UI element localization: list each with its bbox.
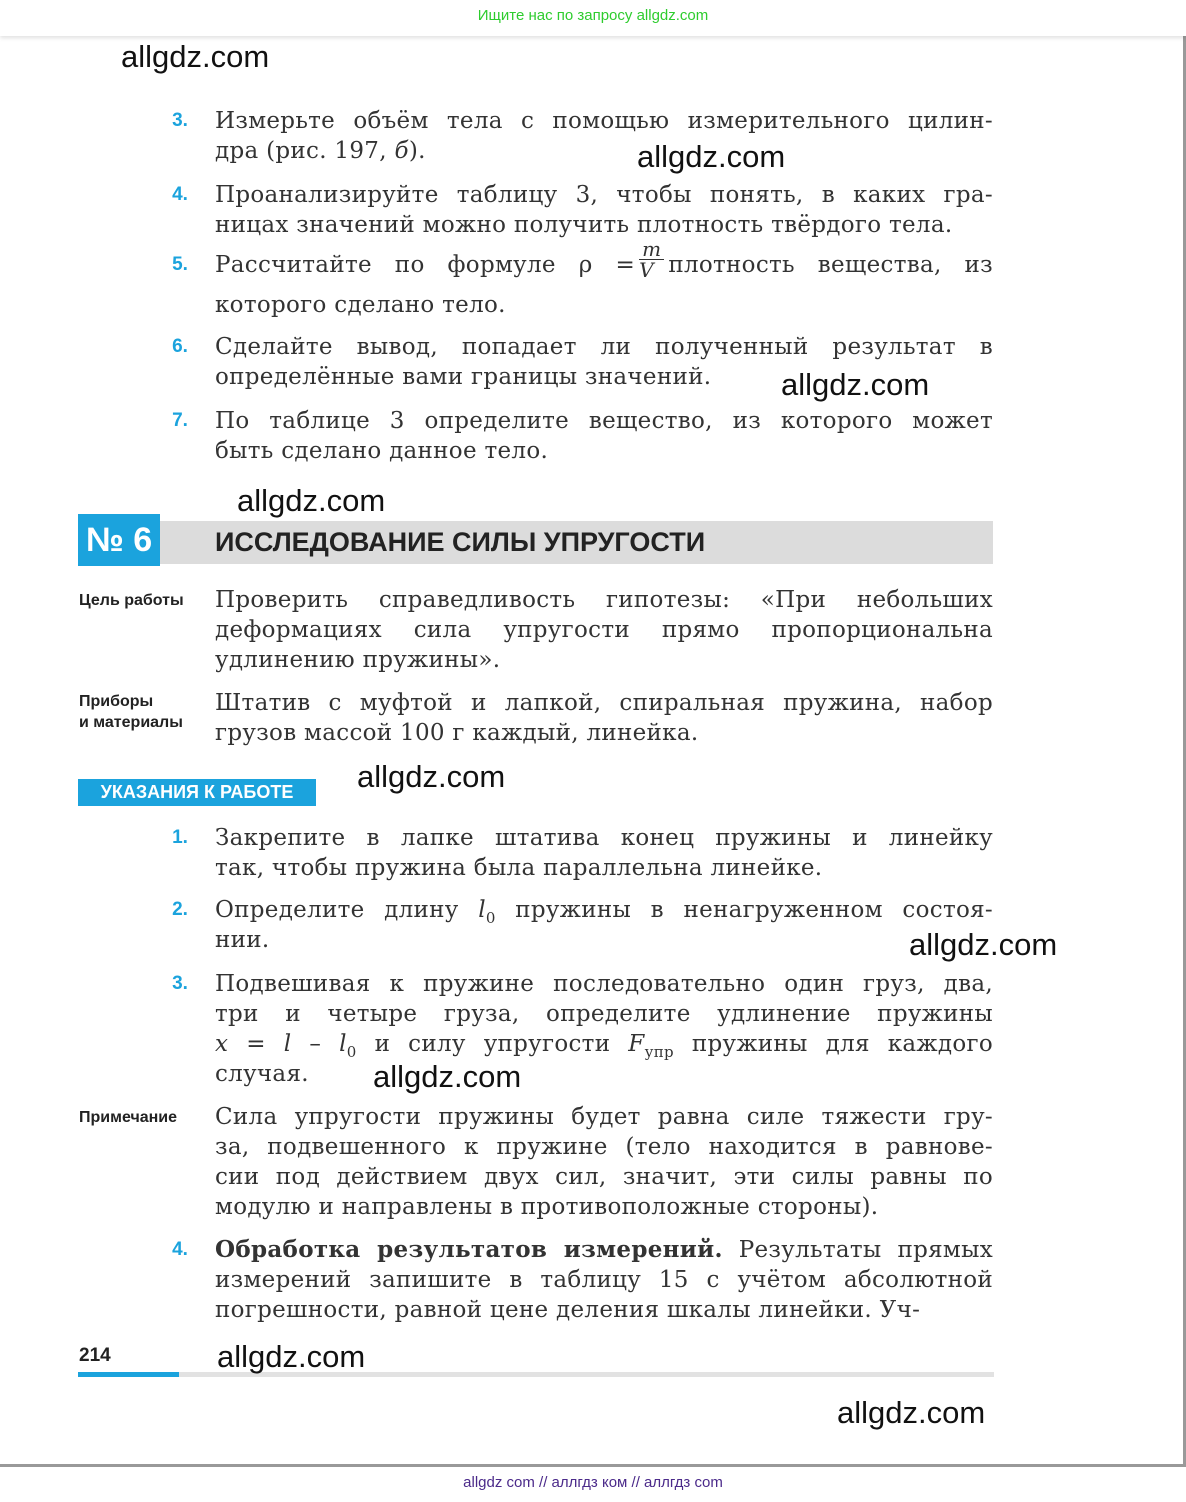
bottom-banner: allgdz com // аллгдз ком // аллгдз com [463,1474,723,1491]
text-line [215,1102,993,1132]
text-line [215,645,993,675]
text-run: Сделайте вывод, попадает ли полученный результат в [215,334,993,360]
text-run: Измерьте объём тела с помощью измерительного цилин- [215,108,993,134]
text-run: которого сделано тело. [215,292,506,318]
top-banner-text: Ищите нас по запросу allgdz.com [477,7,709,24]
text-line [215,999,993,1029]
text-line [215,210,993,240]
section-title: ИССЛЕДОВАНИЕ СИЛЫ УПРУГОСТИ [215,527,706,557]
text-run: Штатив с муфтой и лапкой, спиральная пружина, набор [215,690,993,716]
text-line [215,585,993,615]
text-run: Обработка результатов измерений. [215,1236,723,1263]
watermark: allgdz.com [373,1059,522,1094]
step-number: 3. [172,973,188,994]
text-run: F [628,1031,645,1057]
step-number: 2. [172,899,188,920]
note-label: Примечание [79,1109,178,1126]
watermark: allgdz.com [237,483,386,518]
text-run: так, чтобы пружина была параллельна линейке. [215,855,823,881]
text-line [215,406,993,436]
text-line [215,969,993,999]
text-run: плотность вещества, из [668,252,993,278]
text-line [215,332,993,362]
formula-fraction [639,236,664,282]
top-banner [0,0,1186,36]
text-run: быть сделано данное тело. [215,438,549,464]
text-line [215,1162,993,1192]
text-run: Проверить справедливость гипотезы: «При небольших [215,587,993,613]
text-run: дра (рис. 197, [215,138,395,164]
text-run: сии под действием двух сил, значит, эти силы равны по [215,1164,993,1190]
text-run: ). [408,138,426,164]
text-run: измерений запишите в таблицу 15 с учётом абсолютной [215,1267,993,1293]
text-run: l [283,1031,292,1057]
text-line [215,1059,993,1089]
text-line [215,1192,993,1222]
text-run: Проанализируйте таблицу 3, чтобы понять, в каких гра- [215,182,993,208]
text-line [215,823,993,853]
text-line [215,925,993,955]
step-number: 7. [172,410,188,431]
text-line [215,853,993,883]
text-line [215,615,993,645]
step-number: 4. [172,1239,188,1260]
text-line [215,290,993,320]
goal-label: Цель работы [79,592,184,609]
text-run: – [291,1031,340,1057]
text-run: x [215,1031,229,1057]
text-line [215,1235,993,1265]
text-run: ницах значений можно получить плотность твёрдого тела. [215,212,953,238]
text-line [215,688,993,718]
step-number: 4. [172,184,188,205]
watermark: allgdz.com [909,927,1058,962]
text-line [215,180,993,210]
subscript: 0 [346,1043,357,1061]
text-line [215,1265,993,1295]
page-number: 214 [79,1345,111,1366]
text-run: за, подвешенного к пружине (тело находится в равнове- [215,1134,993,1160]
watermark: allgdz.com [121,39,270,74]
footer-rule-accent [78,1372,179,1377]
watermark: allgdz.com [637,139,786,174]
watermark: allgdz.com [837,1395,986,1430]
text-run: три и четыре груза, определите удлинение пружины [215,1001,993,1027]
text-run: определённые вами границы значений. [215,364,712,390]
step-number: 5. [172,254,188,275]
text-line [215,718,993,748]
materials-label-1: Приборы [79,693,154,710]
step-number: 3. [172,110,188,131]
text-line [215,236,993,282]
text-run: l [478,897,486,923]
text-run: пружины в ненагруженном состоя- [495,897,993,923]
watermark: allgdz.com [357,759,506,794]
step-number: 6. [172,336,188,357]
text-run: l [339,1031,347,1057]
text-run: случая. [215,1061,309,1087]
section-number: № 6 [78,514,160,566]
watermark: allgdz.com [781,367,930,402]
text-run: = [228,1031,284,1057]
watermark: allgdz.com [217,1339,366,1374]
subscript: упр [644,1043,674,1061]
text-run: Рассчитайте по формуле ρ = [215,252,636,278]
step-number: 1. [172,827,188,848]
text-run: пружины для каждого [673,1031,993,1057]
text-run: Результаты прямых [722,1237,993,1263]
fraction-denominator: V [639,257,654,282]
text-run: Подвешивая к пружине последовательно один груз, два, [215,971,993,997]
text-run: Закрепите в лапке штатива конец пружины и линейку [215,825,993,851]
text-run: По таблице 3 определите вещество, из которого может [215,408,993,434]
text-line [215,106,993,136]
text-run: грузов массой 100 г каждый, линейка. [215,720,699,746]
text-run: модулю и направлены в противоположные стороны). [215,1194,879,1220]
text-line [215,1295,993,1325]
text-run: погрешности, равной цене деления шкалы линейки. Уч- [215,1297,921,1323]
materials-label-2: и материалы [79,714,183,731]
text-run: б [394,138,409,164]
text-run: Сила упругости пружины будет равна силе тяжести гру- [215,1104,993,1130]
text-run: деформациях сила упругости прямо пропорциональна [215,617,993,643]
text-line [215,1132,993,1162]
text-run: и силу упругости [356,1031,629,1057]
fraction-numerator: m [639,239,664,260]
subscript: 0 [485,909,496,927]
text-run: нии. [215,927,270,953]
text-line [215,436,993,466]
instructions-badge: УКАЗАНИЯ К РАБОТЕ [78,779,316,806]
text-run: Определите длину [215,897,479,923]
text-run: удлинению пружины». [215,647,501,673]
text-line [215,136,993,166]
